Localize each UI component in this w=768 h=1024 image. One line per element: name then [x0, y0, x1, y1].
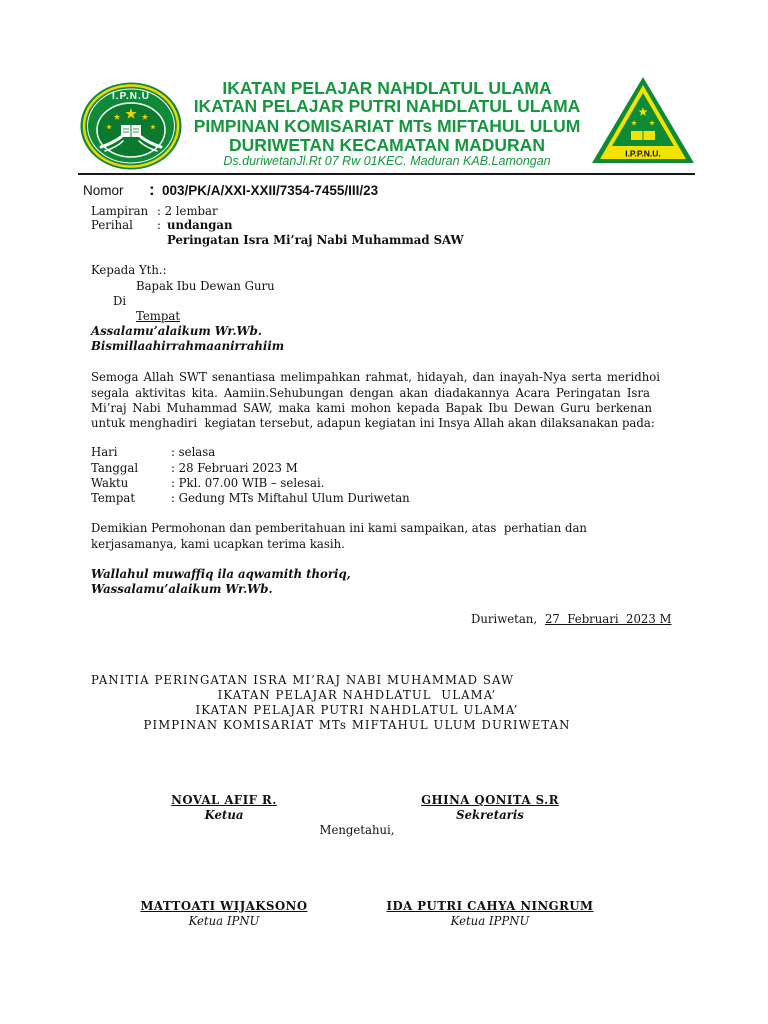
- detail-label-waktu: Waktu: [91, 476, 129, 490]
- closing-salam: Wallahul muwaffiq ila aqwamith thoriq,: [91, 567, 351, 581]
- committee-line: IKATAN PELAJAR NAHDLATUL ULAMA’: [217, 688, 497, 702]
- lampiran-label: Lampiran: [91, 204, 149, 218]
- body-line: segala aktivitas kita. Aamiin.Sehubungan dengan akan diadakannya Acara Peringatan Isra: [91, 386, 650, 400]
- detail-value-waktu: : Pkl. 07.00 WIB – selesai.: [171, 476, 325, 490]
- signatory-title-ketua-ippnu: Ketua IPPNU: [450, 914, 530, 928]
- org-name-line-1: IKATAN PELAJAR NAHDLATUL ULAMA: [222, 78, 552, 98]
- body-line: Semoga Allah SWT senantiasa melimpahkan rahmat, hidayah, dan inayah-Nya serta meridhoi: [91, 370, 660, 384]
- org-name-line-3: PIMPINAN KOMISARIAT MTs MIFTAHUL ULUM: [193, 116, 581, 136]
- closing-line: Demikian Permohonan dan pemberitahuan ini kami sampaikan, atas perhatian dan: [91, 521, 587, 535]
- recipient-place: Tempat: [136, 309, 181, 323]
- committee-line: IKATAN PELAJAR PUTRI NAHDLATUL ULAMA’: [195, 703, 519, 717]
- recipient-greeting: Kepada Yth.:: [91, 263, 167, 277]
- opening-basmalah: Bismillaahirrahmaanirrahiim: [91, 339, 285, 353]
- letterhead-divider: [78, 173, 695, 175]
- book-icon: [121, 125, 141, 137]
- date-value: 27 Februari 2023 M: [545, 612, 672, 626]
- detail-label-tempat: Tempat: [91, 491, 136, 505]
- lampiran-value: : 2 lembar: [157, 204, 218, 218]
- org-name-line-4: DURIWETAN KECAMATAN MADURAN: [229, 135, 545, 155]
- body-line: Mi’raj Nabi Muhammad SAW, maka kami mohon kepada Bapak Ibu Dewan Guru berkenan: [91, 401, 652, 415]
- opening-salam: Assalamu’alaikum Wr.Wb.: [91, 324, 262, 338]
- signatory-title-ketua: Ketua: [204, 808, 244, 822]
- book-icon: [631, 131, 655, 140]
- acknowledged-label: Mengetahui,: [319, 823, 395, 837]
- signatory-name-ketua-ippnu: IDA PUTRI CAHYA NINGRUM: [386, 899, 594, 913]
- closing-line: kerjasamanya, kami ucapkan terima kasih.: [91, 537, 345, 551]
- closing-salam: Wassalamu’alaikum Wr.Wb.: [91, 582, 273, 596]
- committee-line: PIMPINAN KOMISARIAT MTs MIFTAHUL ULUM DURIWETAN: [143, 718, 571, 732]
- org-name-line-2: IKATAN PELAJAR PUTRI NAHDLATUL ULAMA: [193, 96, 581, 116]
- signatory-title-ketua-ipnu: Ketua IPNU: [188, 914, 260, 928]
- signatory-name-ketua: NOVAL AFIF R.: [171, 793, 277, 807]
- signatory-title-sekretaris: Sekretaris: [456, 808, 524, 822]
- detail-label-tanggal: Tanggal: [91, 461, 139, 475]
- nomor-value: 003/PK/A/XXI-XXII/7354-7455/III/23: [162, 183, 379, 198]
- org-address: Ds.duriwetanJl.Rt 07 Rw 01KEC. Maduran KAB.Lamongan: [223, 154, 551, 168]
- detail-value-tanggal: : 28 Februari 2023 M: [171, 461, 298, 475]
- recipient-di: Di: [113, 294, 127, 308]
- perihal-value: undangan: [167, 218, 233, 232]
- detail-label-hari: Hari: [91, 445, 118, 459]
- signatory-name-sekretaris: GHINA QONITA S.R: [421, 793, 559, 807]
- nomor-label: Nomor: [83, 183, 124, 198]
- perihal-subject: Peringatan Isra Mi’raj Nabi Muhammad SAW: [167, 233, 464, 247]
- body-line: untuk menghadiri kegiatan tersebut, adapun kegiatan ini Insya Allah akan dilaksanakan pada:: [91, 416, 655, 430]
- recipient-name: Bapak Ibu Dewan Guru: [136, 279, 275, 293]
- ippnu-logo-icon: [591, 76, 695, 164]
- date-place: Duriwetan,: [471, 612, 538, 626]
- nomor-colon: :: [149, 180, 155, 199]
- perihal-colon: :: [157, 218, 161, 232]
- detail-value-tempat: : Gedung MTs Miftahul Ulum Duriwetan: [171, 491, 410, 505]
- committee-line: PANITIA PERINGATAN ISRA MI’RAJ NABI MUHAMMAD SAW: [91, 673, 515, 687]
- perihal-label: Perihal: [91, 218, 133, 232]
- ipnu-logo-icon: [79, 81, 183, 171]
- ipnu-logo-lettering: I.P.N.U: [112, 91, 150, 102]
- ippnu-logo-lettering: I.P.P.N.U.: [625, 148, 661, 159]
- signatory-name-ketua-ipnu: MATTOATI WIJAKSONO: [140, 899, 308, 913]
- detail-value-hari: : selasa: [171, 445, 216, 459]
